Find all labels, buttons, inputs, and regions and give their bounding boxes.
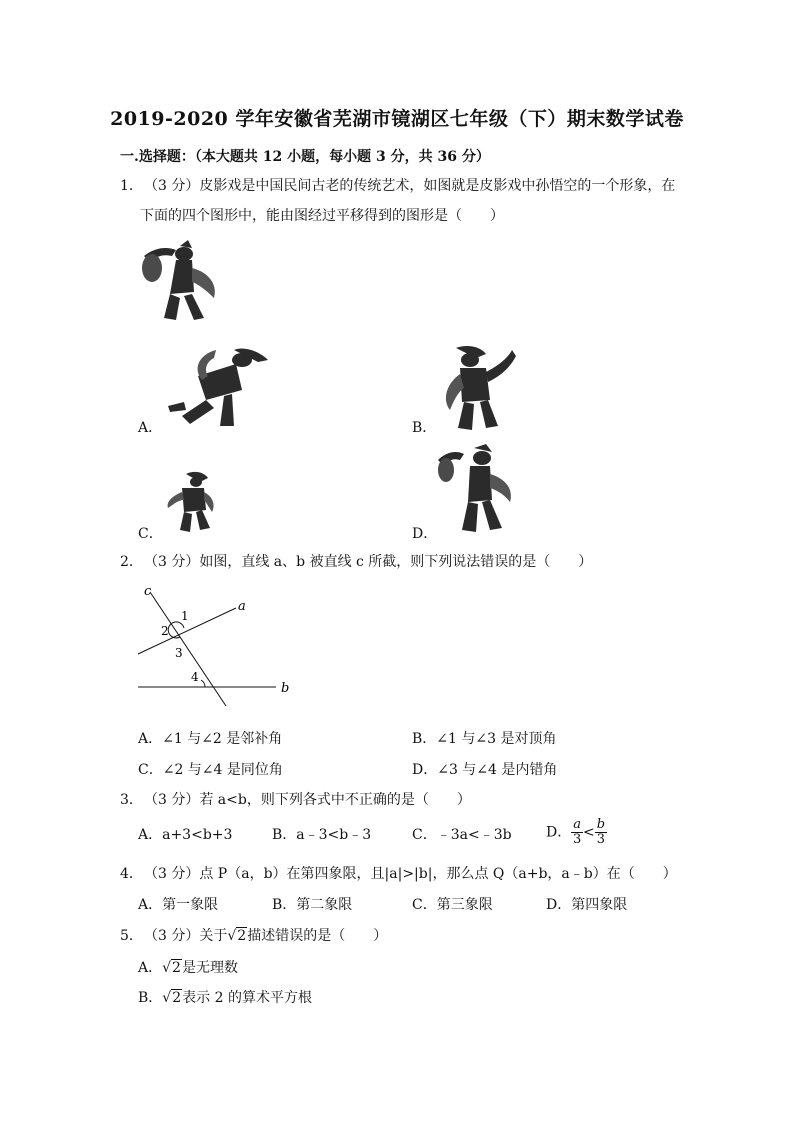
q2-stem: （3 分）如图，直线 a、b 被直线 c 所截，则下列说法错误的是（ ） — [144, 554, 593, 570]
fraction-denominator-3b: 3 — [596, 832, 606, 847]
q3-option-b: B．a﹣3<b﹣3 — [272, 827, 372, 843]
q3-option-c: C．﹣3a<﹣3b — [412, 827, 512, 843]
radicand: 2 — [237, 928, 247, 944]
q1-option-b-label: B． — [412, 420, 437, 436]
q1-number: 1． — [120, 178, 143, 194]
q5-option-b-text: 表示 2 的算术平方根 — [182, 990, 312, 1006]
q5-stem-suffix: 描述错误的是（ ） — [247, 928, 388, 944]
lines-and-angles-figure — [130, 580, 300, 712]
q2-number: 2． — [120, 554, 143, 570]
fraction-denominator-3: 3 — [572, 832, 582, 847]
radicand-b: 2 — [172, 990, 182, 1006]
option-a-figure — [162, 346, 274, 432]
angle-label-2: 2 — [161, 624, 169, 638]
fraction-numerator-b: b — [596, 817, 606, 832]
angle-label-4: 4 — [191, 670, 199, 684]
label-c: c — [144, 584, 152, 599]
angle-arc-lower — [201, 680, 205, 687]
q1-option-d-label: D． — [412, 526, 438, 542]
q5-option-b-prefix: B． — [138, 990, 163, 1006]
radicand-a: 2 — [172, 960, 181, 976]
q1-stem-line1: （3 分）皮影戏是中国民间古老的传统艺术，如图就是皮影戏中孙悟空的一个形象，在 — [144, 178, 676, 194]
label-a: a — [238, 599, 246, 614]
less-than-sign: < — [583, 824, 595, 841]
q3-stem: （3 分）若 a<b，则下列各式中不正确的是（ ） — [144, 792, 471, 808]
q2-option-c: C．∠2 与∠4 是同位角 — [138, 762, 283, 778]
q3-number: 3． — [120, 792, 143, 808]
fraction-numerator-a: a — [573, 817, 581, 832]
section-heading: 一.选择题：（本大题共 12 小题，每小题 3 分，共 36 分） — [120, 149, 490, 165]
q2-option-d: D．∠3 与∠4 是内错角 — [412, 762, 558, 778]
q3-option-a: A．a+3<b+3 — [138, 827, 233, 843]
q5-number: 5． — [120, 928, 143, 944]
q3-option-d — [546, 818, 607, 847]
q5-stem — [144, 926, 387, 946]
q1-option-a-label: A． — [138, 420, 163, 436]
q5-option-a-text: 是无理数 — [181, 960, 238, 976]
option-d-figure — [434, 444, 518, 536]
q5-option-b — [138, 987, 312, 1007]
angle-arc-upper — [168, 622, 184, 638]
q2-option-a: A．∠1 与∠2 是邻补角 — [138, 731, 283, 747]
label-b: b — [281, 681, 290, 696]
sqrt-2: √2 — [227, 928, 247, 944]
q4-stem: （3 分）点 P（a，b）在第四象限，且|a|>|b|，那么点 Q（a+b，a﹣b）在（ ） — [144, 866, 677, 882]
q4-option-a: A．第一象限 — [138, 897, 219, 913]
sqrt-2-option-a: √2 — [162, 960, 181, 976]
q1-stem-line2: 下面的四个图形中，能由图经过平移得到的图形是（ ） — [140, 208, 504, 224]
shadow-puppet-reference-figure — [136, 238, 226, 330]
q5-option-a-prefix: A． — [138, 960, 163, 976]
q5-option-a — [138, 957, 238, 977]
q4-option-c: C．第三象限 — [412, 897, 493, 913]
angle-label-3: 3 — [175, 646, 183, 660]
angle-label-1: 1 — [181, 609, 189, 623]
q4-option-b: B．第二象限 — [272, 897, 353, 913]
option-b-figure — [436, 344, 518, 434]
q1-option-c-label: C． — [138, 526, 163, 542]
q5-stem-prefix: （3 分）关于 — [144, 928, 228, 944]
fraction-a-over-3 — [571, 818, 583, 847]
sqrt-2-option-b: √2 — [162, 990, 182, 1006]
q2-option-b: B．∠1 与∠3 是对顶角 — [412, 731, 557, 747]
fraction-b-over-3 — [595, 818, 607, 847]
q4-number: 4． — [120, 866, 143, 882]
document-title: 2019-2020 学年安徽省芜湖市镜湖区七年级（下）期末数学试卷 — [110, 108, 684, 130]
option-c-figure — [162, 470, 218, 534]
q3-option-d-prefix: D． — [546, 824, 572, 841]
q4-option-d: D．第四象限 — [546, 897, 628, 913]
